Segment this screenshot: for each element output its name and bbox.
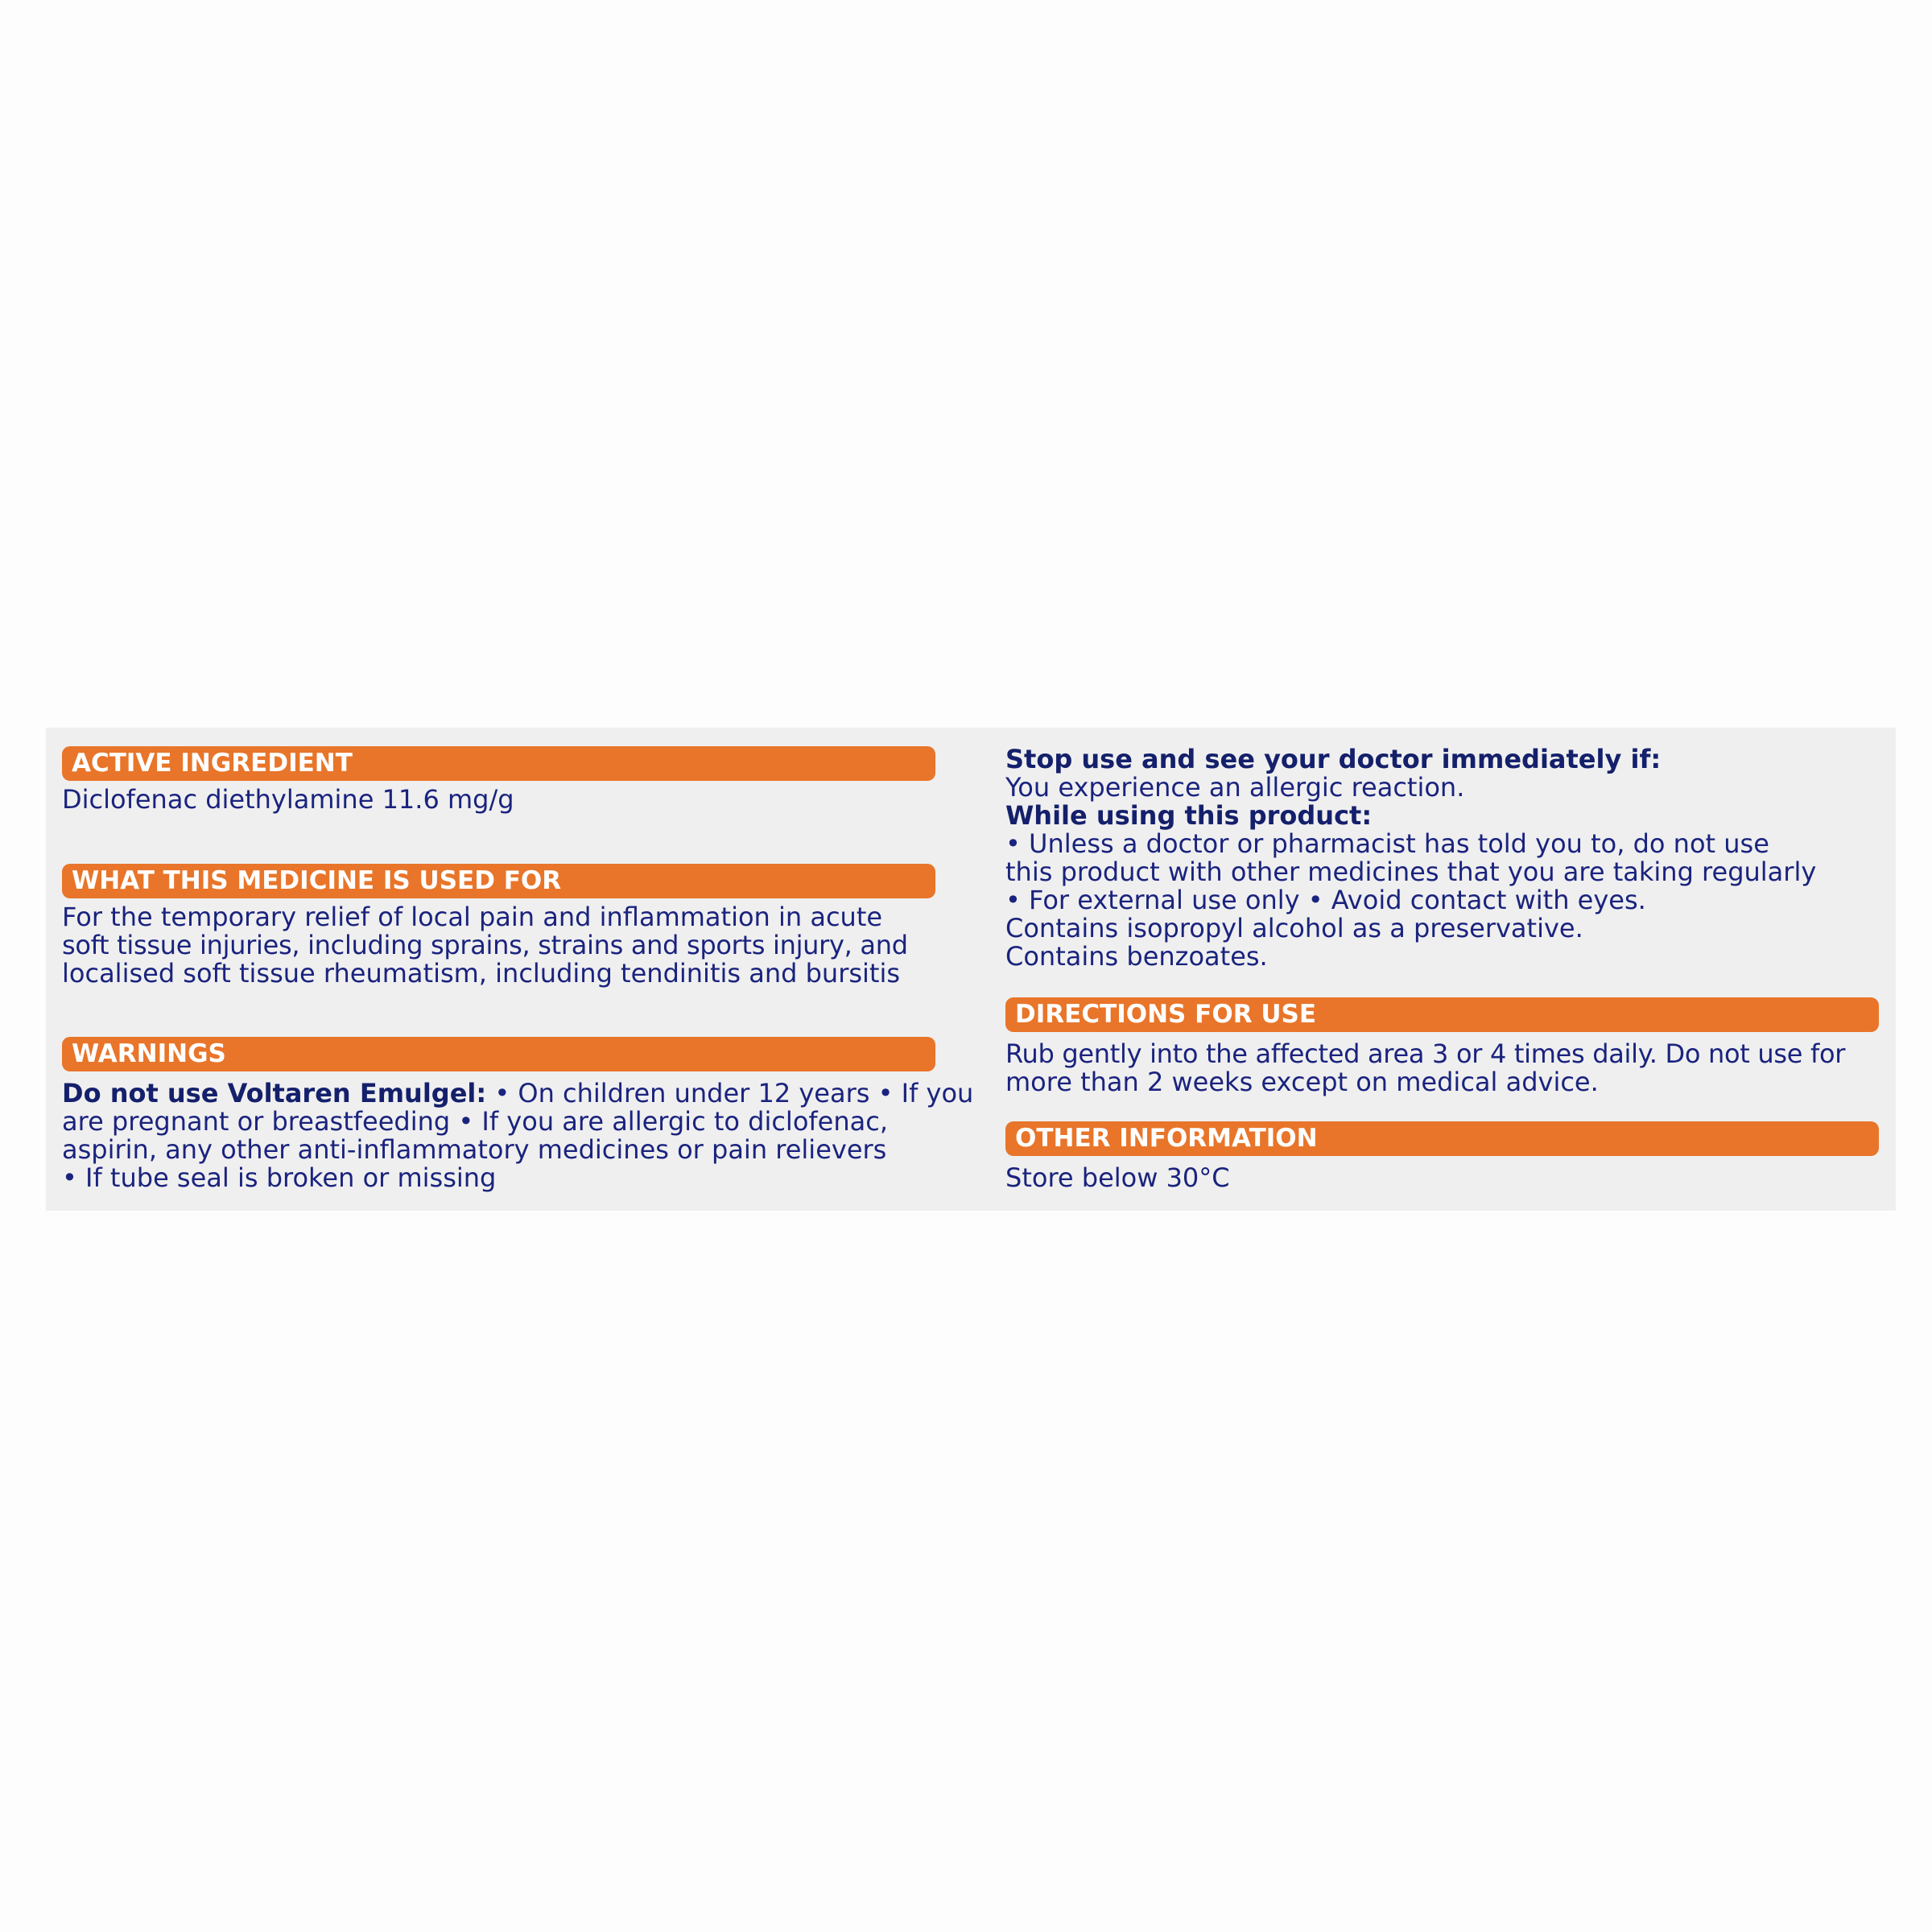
stop-use-section	[1005, 745, 1879, 971]
text-line: • For external use only • Avoid contact with eyes.	[1005, 885, 1646, 915]
other-info-section	[1005, 1121, 1879, 1192]
other-info-text	[1005, 1164, 1879, 1192]
text-line: For the temporary relief of local pain and inflammation in acute	[62, 902, 883, 932]
text-line: • If tube seal is broken or missing	[62, 1162, 497, 1193]
text-line: Contains benzoates.	[1005, 941, 1268, 972]
used-for-text	[62, 903, 935, 988]
warnings-lead-rest: • On children under 12 years • If you	[486, 1078, 974, 1108]
text-line: Store below 30°C	[1005, 1162, 1230, 1193]
text-line: aspirin, any other anti-inflammatory medicines or pain relievers	[62, 1134, 887, 1165]
text-line: more than 2 weeks except on medical advice.	[1005, 1067, 1599, 1097]
text-line: localised soft tissue rheumatism, including tendinitis and bursitis	[62, 958, 901, 989]
active-ingredient-heading: ACTIVE INGREDIENT	[62, 746, 935, 781]
while-using-heading: While using this product:	[1005, 800, 1373, 831]
warnings-section	[62, 1037, 974, 1193]
directions-heading: DIRECTIONS FOR USE	[1005, 997, 1879, 1032]
text-line: this product with other medicines that you are taking regularly	[1005, 857, 1817, 887]
leaflet-panel	[46, 728, 1896, 1211]
stop-use-text	[1005, 745, 1879, 971]
warnings-text	[62, 1078, 974, 1193]
warnings-heading: WARNINGS	[62, 1037, 935, 1071]
directions-text	[1005, 1040, 1879, 1096]
active-ingredient-text	[62, 786, 935, 814]
text-line: You experience an allergic reaction.	[1005, 772, 1465, 803]
text-line: Diclofenac diethylamine 11.6 mg/g	[62, 784, 514, 815]
used-for-section	[62, 864, 935, 988]
directions-section	[1005, 997, 1879, 1096]
active-ingredient-section	[62, 746, 935, 814]
used-for-heading: WHAT THIS MEDICINE IS USED FOR	[62, 864, 935, 898]
text-line: • Unless a doctor or pharmacist has told you to, do not use	[1005, 828, 1769, 859]
other-info-heading: OTHER INFORMATION	[1005, 1121, 1879, 1156]
text-line: are pregnant or breastfeeding • If you are allergic to diclofenac,	[62, 1106, 888, 1137]
text-line: Rub gently into the affected area 3 or 4 times daily. Do not use for	[1005, 1038, 1846, 1069]
warnings-lead: Do not use Voltaren Emulgel:	[62, 1078, 487, 1108]
text-line: Contains isopropyl alcohol as a preservative.	[1005, 913, 1583, 943]
text-line	[62, 1078, 974, 1108]
stop-use-heading: Stop use and see your doctor immediately if:	[1005, 744, 1662, 774]
text-line: soft tissue injuries, including sprains, strains and sports injury, and	[62, 930, 908, 960]
